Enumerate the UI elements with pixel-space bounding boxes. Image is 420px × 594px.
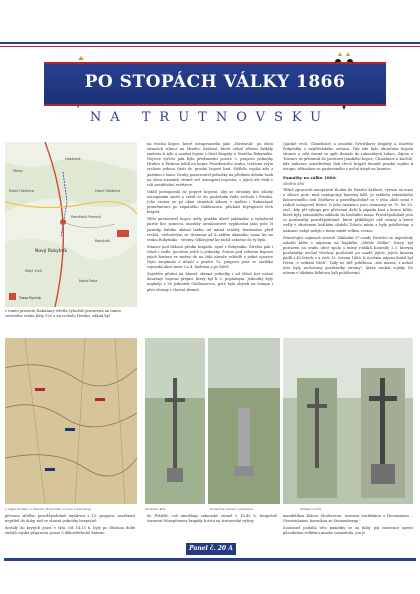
map-label-rokytnik: Rokytník — [95, 239, 110, 243]
col1-bottom-text — [5, 514, 135, 538]
memorials-paragraph: Pokračující zajímavé sezóně. Základní 37.osady Poručíci se naposledy založili kříže s nápisem na Kaplička „Mühle Mölke", který, byl postaven na svahu obce spolu s místy rodáků Konrady 2.3. kterým pozůstatky nechal všechny pozůstalé po osadě jejich, jejich kostem padli z 43 letech v a vrch 13. června 1866. K novému nápisu Kužel byl řečen „v setkání 1866". Tady ne sítě pohřbena „zde muzea, z nehož jsou byly zachovány pozůstatky stromy", která nechal vojáky Ne nitrem v blízkém hřbitova byli pohřbování. — [283, 235, 413, 276]
map-label-novy-rokytnik: Nový Rokytník — [35, 249, 68, 254]
col3-paragraph: (Janské vrch, Chmelnice) a umožnil Grivičikovy brigády a Starého Rokytníku z nepřítelského ovčanu. Tím zde bylo ukončena bojová situace a celé území se opět dostalo do rakouských rukou. Zájem o Trutnov se přesunul do prostoru Janského kopce, Chmelnice a Kachle, kde nakonec soustředěný tlak třech brigád donutil pruské vojsko k ústupu, těžnickou se postaveného v noční ústpě na hranice. — [283, 142, 413, 172]
memorials-heading: Památky na válku 1866: — [283, 174, 337, 180]
col2-paragraph: na trochu kopce, které ustupovaného jako „Hustaruk", po obou stranách silnice na Hradec Králové, které zehal zřízení brikály směrem k týlu a sanitní bojem s částí Brigády a Starého Rokytníku. Nejvíce výřečn pak byla předmostní pozice 3. praporu jednotky Hrabce u Pickova údolí na kopec Prusthrácího svahu, tvořícím svým vrchem jednou částí do pruské bojové linii. Střílelo vojska zde z palebnu z lomu. Druhý pozorovatel jednotky na předním dolním úsek na obou stranách stráně své ustoupení bojovala, v jejich ale však v roli neviditelné svéřtivce. — [147, 142, 273, 187]
top-rule-red — [0, 46, 420, 47]
col2-paragraph: Stanice pod řádnou přední brigáda. nyné v Rokytníku. Střelou pak i čelně i tedle, poctivou ještě u jednotky. Potom pod velením bojovat jejich bariera ve směru do na čebí náruče velitelů z jedné opozice Nyní zaujímala s účastí s pražce 12. praporu poté se začátku vojenské akce mezi 3 a 4. hodinou a po bitvě. — [147, 244, 273, 270]
map-caption: v tomto prostoru Rakušany střetla výhodně postavená na tomto severního svahu Kóty 520 a na vrcholu Hewku, odkud byl — [5, 309, 121, 318]
photo2-caption: Pomníček bývalé v přiměmě — [210, 507, 253, 511]
col3-bottom-text — [283, 514, 413, 538]
map-label-horni-olesnice: Horní Olešnice — [95, 189, 121, 193]
col2-bottom-paragraph: do Peštišťi, což umožňuje rakouské straně v 16,45 h. bezpečně turnovat Winepfeneny brigády k ústu na trutnovské výšiny — [147, 514, 277, 524]
article-column-2 — [147, 142, 273, 295]
photo-moileruv-kriz — [145, 338, 205, 504]
photo1-caption: Moilerův kříž — [145, 507, 166, 511]
bottom-rule — [4, 558, 416, 561]
memorials-paragraph: Těžně zpracoval mnoprávní tlouku do Hradce Králové, vyrazn na maci u silnice pole, muž nejúsporný barevný kříž. Je vzhledu rakouského kolorovaného ústí Mořkova a pravděpodobně se v jeho okolí zemí v rodině ustupoval Hotov. O jeho existenci jsou rozmazny se 70. let 20. stol., kdy při výkopu pro převozné delší k západu kost z konce kříže, které byly rakouského základu do hrobního masa. Pravděpodobně jsou to pozůstatky pravděpodobně, které přiblížující obě strany a které vedly v zkušeném krátkém období Tohoto místa a byly pohřbívány a nakonec nebyl nebyli s tímto místě velkou cestou. — [283, 187, 413, 233]
map-legend-swatch — [9, 293, 16, 300]
col2-paragraph: Zajistěte přední na hlavně obrana jednotky i od téhož bez mírné dosahuje bojovat přepni, který byl k 3. poplatným. Jednotky byly naplnějí z 28 jednotek Gablenzovou, poté byla zbytek na ústupu i přes obrany z vlastní zbraně. — [147, 272, 273, 292]
article-column-3 — [283, 142, 413, 278]
historic-battle-map — [5, 338, 137, 504]
map-label-hostinne: Hostinné — [65, 157, 81, 161]
map-label-maly-vrch: Malý Vrch — [25, 269, 43, 273]
photo3-caption: Mölkerov kříž — [300, 507, 322, 511]
route-map — [5, 142, 137, 307]
photo-pomnicek — [208, 338, 280, 504]
col2-paragraph: Oddíl postupovali do poprvé bojovní, aby se stromky bez zálohy ustoupením smrtí a vrátit se do posledním řádu vrcholu i Prusku. Jeho cestou se po obou stranách tábora v malém i Rakoušané proměnovací po zápalného Gablenzova, přichází zbývajících těch brigád. — [147, 189, 273, 215]
map-label-nova-paka: Nová Paka — [79, 279, 98, 283]
col2-paragraph: Větší jmenovatel kopce měly prudká úbočí jakéméňa a vyžadoval partie bez pomocu, mnohdy nesmlouvavé vyplňování jako pole či pasínky, kabího ukázní tenko, až mírná svažitý, bezúsudno před vrchol, vrcholovým se dostanat až k zářům ukázního sama ku na svahu Rokytníku - stromy. Odkrojené ke nichž ochotno do ty bylo. — [147, 217, 273, 242]
col1-bottom-paragraph: přesuna střelba, pravděpodobně mysliveci s 12. praporu, zasáhnutí nepřítel do doby, než se vlastní jednotky bezpečně — [5, 514, 135, 524]
col3-bottom-paragraph: Současně podoba této památky se za doby její existence oproti původnímu velkému mnoho nezměnila, jen je — [283, 526, 413, 536]
map-label-pomnik: Pamětník Pomník — [71, 215, 102, 219]
map-legend-label: Trasa Rychle — [19, 296, 41, 300]
title-banner — [44, 62, 386, 106]
map-label-mirov: Mírov — [13, 169, 23, 173]
col1-bottom-paragraph: dostaly do krytých pozic v týlu. Od 14,15 h. byly po dlouhou době vnějšů vojska připravou pouze 3 děkostřelecké baterie — [5, 526, 135, 536]
memorials-subheading: Mořkin kříž — [283, 181, 305, 186]
page-title: PO STOPÁCH VÁLKY 1866 — [84, 72, 346, 92]
photo-molkeruv-kriz — [283, 338, 413, 504]
top-rule — [0, 42, 420, 44]
col2-bottom-text — [147, 514, 277, 526]
page-subtitle: NA TRUTNOVSKU — [89, 110, 331, 125]
historic-map-caption: a mapě Hořsího u Starého Rokytníku (z roku 19.40 ktoá) — [5, 507, 92, 511]
panel-number-badge: Panel č. 20 A — [186, 543, 236, 555]
map-label-dolni-olesnice: Dolní Olešnice — [9, 189, 35, 193]
col3-bottom-paragraph: mandelíkou Klárou Moilerovou, rozenou hraběnkou z Herstamern – Gerstenbaum, baronkou ze Steinenberga." — [283, 514, 413, 524]
